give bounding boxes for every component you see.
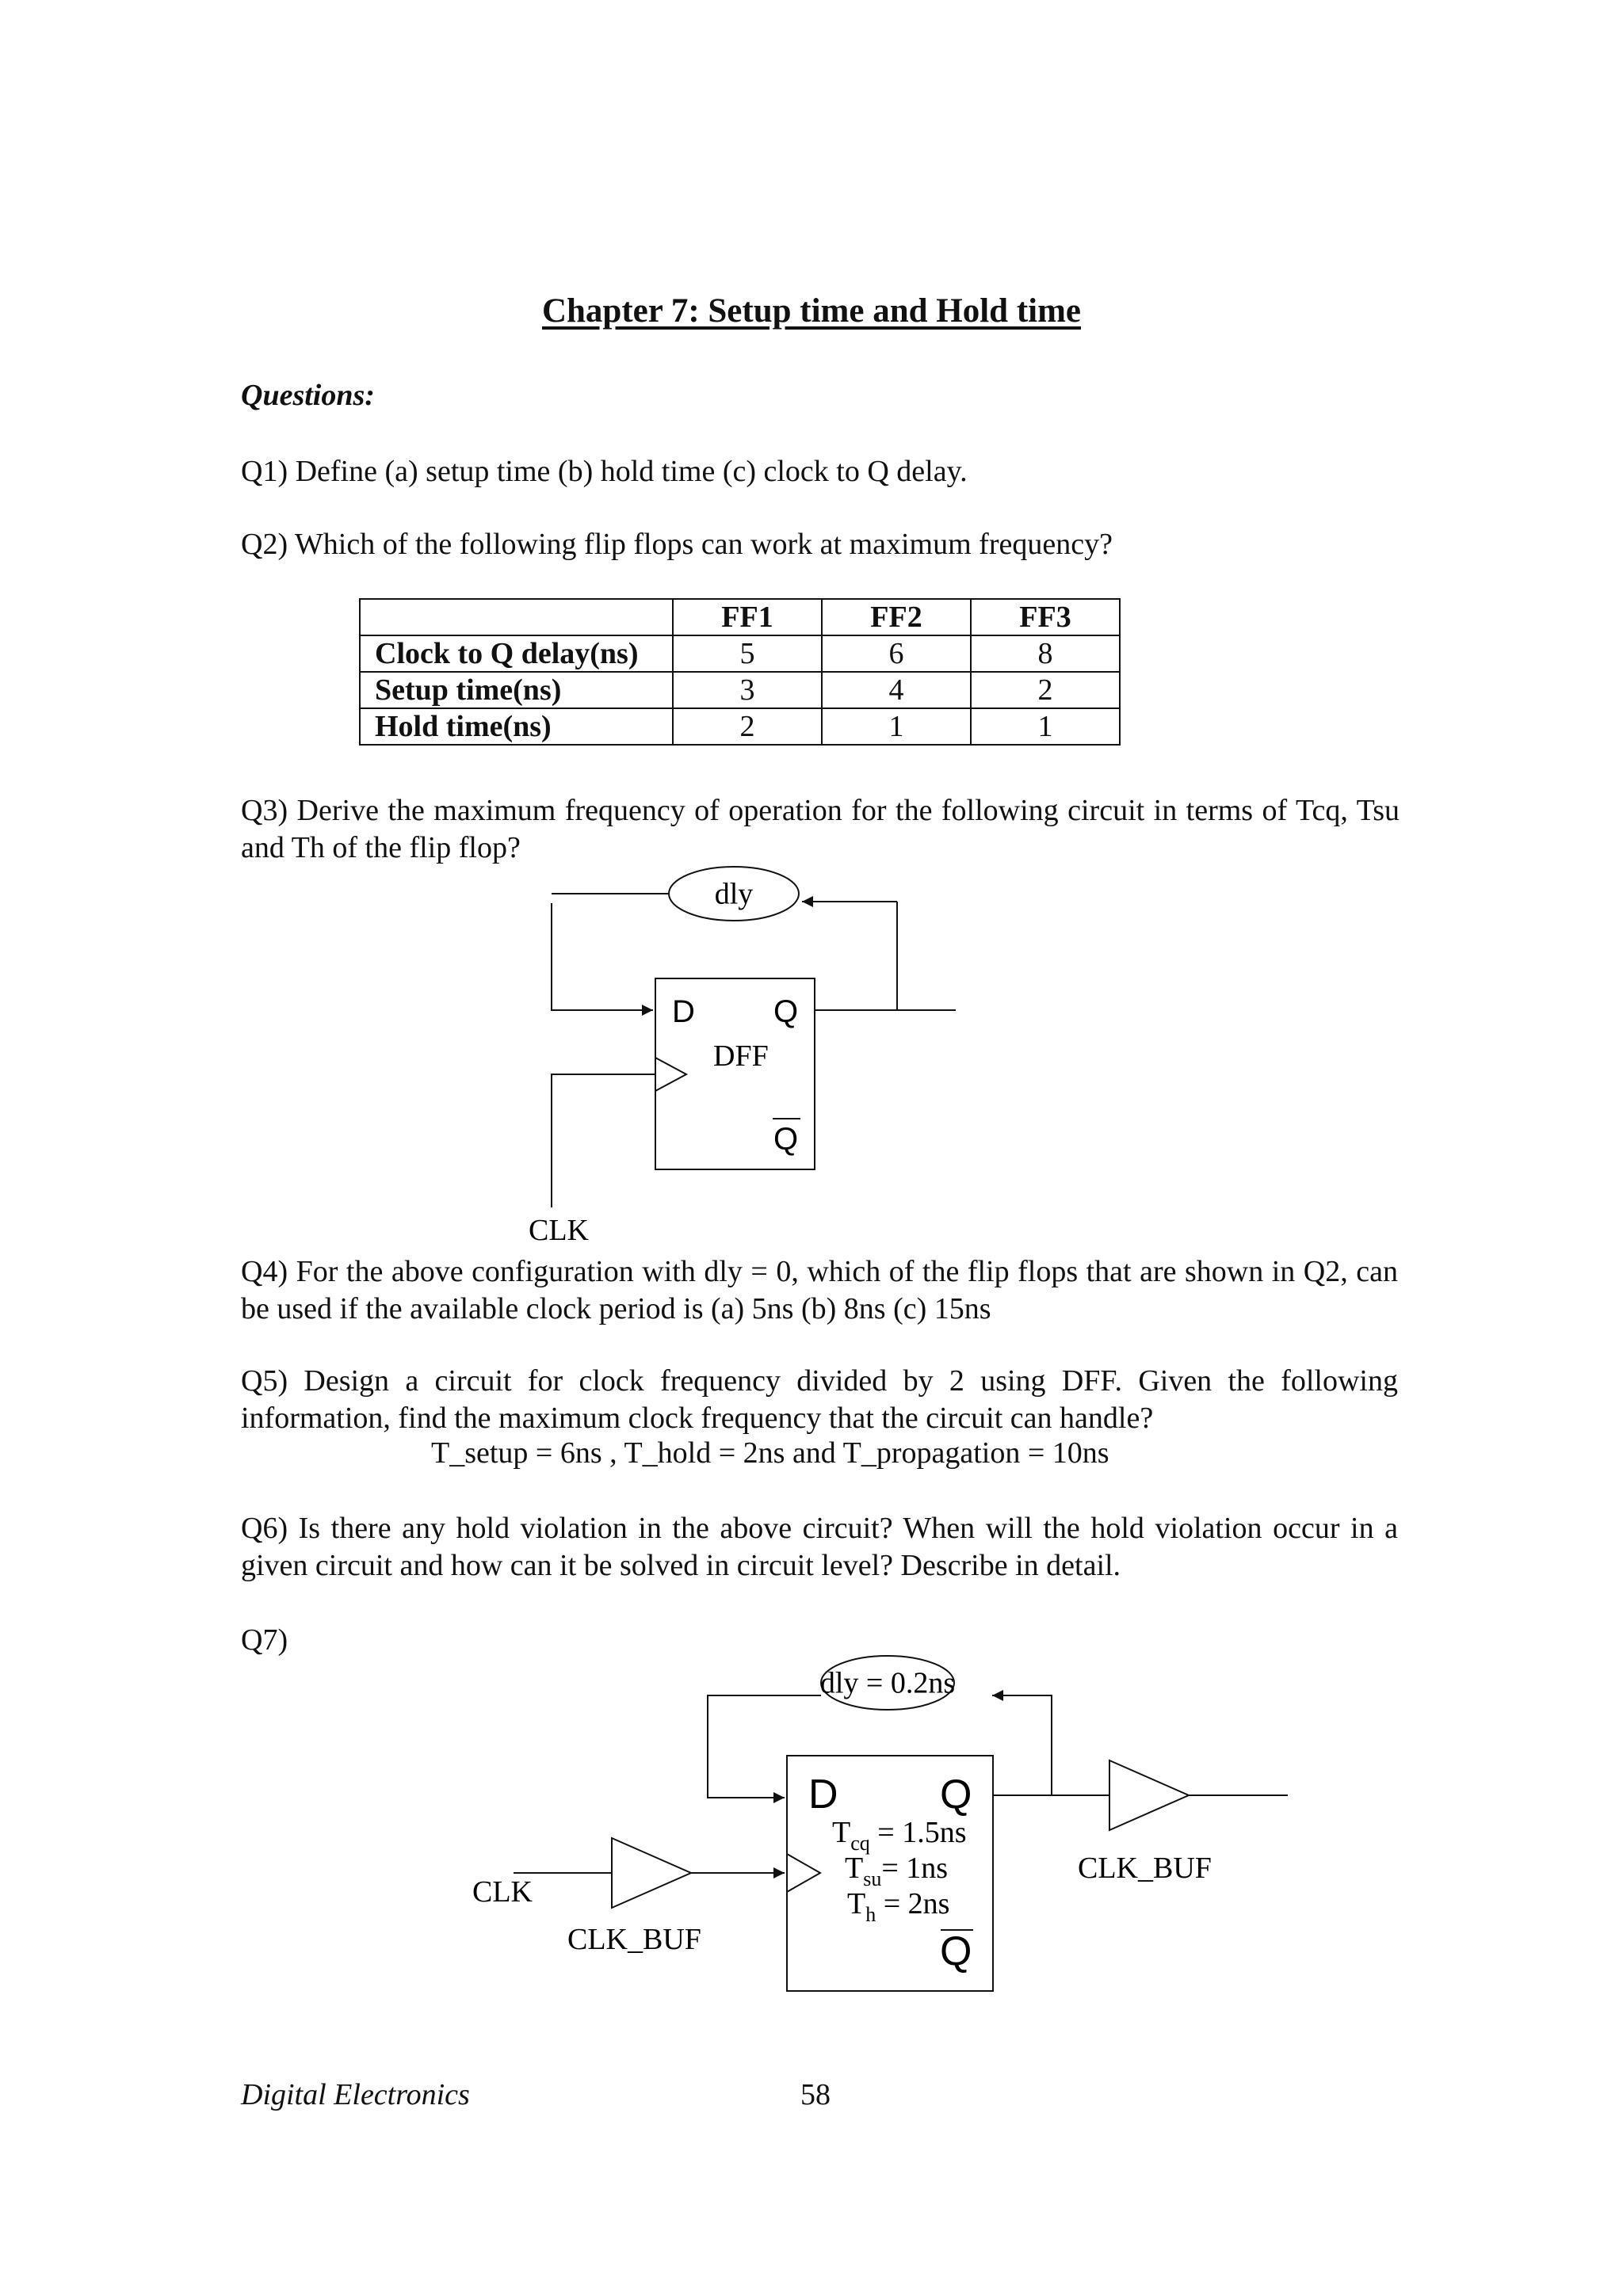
table-cell: 6	[822, 635, 971, 672]
question-4: Q4) For the above configuration with dly = 0, which of the flip flops that are shown in Q2, can be used if the available clock period is (a) 5ns (b) 8ns (c) 15ns	[241, 1255, 1398, 1325]
table-cell: 4	[822, 672, 971, 708]
table-header-ff2: FF2	[822, 599, 971, 635]
delay-label: dly = 0.2ns	[819, 1666, 956, 1700]
question-1: Q1) Define (a) setup time (b) hold time (c) clock to Q delay.	[241, 455, 968, 488]
table-row-label: Clock to Q delay(ns)	[360, 635, 673, 672]
q-pin-label: Q	[773, 994, 799, 1029]
table-header-ff3: FF3	[971, 599, 1120, 635]
clk-buffer-left	[612, 1838, 691, 1908]
delay-label: dly	[714, 877, 754, 911]
clk-buf-right-label: CLK_BUF	[1078, 1852, 1212, 1885]
d-pin-label: D	[672, 994, 695, 1029]
tcq-label: $T_{cq} = 1.5ns$	[832, 1816, 967, 1855]
d-pin-label: D	[808, 1772, 838, 1817]
clk-buf-left-label: CLK_BUF	[567, 1923, 701, 1956]
qbar-pin-label: Q	[773, 1122, 799, 1157]
question-5: Q5) Design a circuit for clock frequency divided by 2 using DFF. Given the following information, find the maximum clock frequency that the circuit can handle?	[241, 1364, 1398, 1435]
table-row-label: Hold time(ns)	[360, 708, 673, 745]
table-cell: 1	[822, 708, 971, 745]
feedback-wire	[992, 1695, 1052, 1795]
tsu-label: $T_{su}= 1ns$	[845, 1852, 949, 1890]
th-label: $T_h = 2ns$	[847, 1887, 950, 1926]
question-7: Q7)	[241, 1623, 288, 1657]
clock-input-triangle	[787, 1854, 820, 1892]
question-2: Q2) Which of the following flip flops can work at maximum frequency?	[241, 528, 1113, 561]
qbar-pin-label: Q	[940, 1928, 972, 1974]
page-number: 58	[800, 2078, 831, 2111]
q5-equation: T_setup = 6ns , T_hold = 2ns and T_propagation = 10ns	[431, 1436, 1109, 1470]
dff-label: DFF	[713, 1039, 769, 1073]
q-pin-label: Q	[940, 1772, 972, 1817]
clk-label: CLK	[529, 1214, 589, 1247]
feedback-wire	[708, 1695, 821, 1798]
clk-buffer-right	[1109, 1760, 1189, 1830]
table-cell: 1	[971, 708, 1120, 745]
table-cell: 2	[673, 708, 822, 745]
table-cell: 8	[971, 635, 1120, 672]
table-cell: 5	[673, 635, 822, 672]
clk-label: CLK	[472, 1875, 533, 1909]
questions-heading: Questions:	[241, 379, 375, 412]
table-row-label: Setup time(ns)	[360, 672, 673, 708]
book-title: Digital Electronics	[241, 2078, 470, 2111]
table-cell: 3	[673, 672, 822, 708]
question-6: Q6) Is there any hold violation in the above circuit? When will the hold violation occur in a given circuit and how can it be solved in circuit level? Describe in detail.	[241, 1512, 1398, 1582]
chapter-title: Chapter 7: Setup time and Hold time	[541, 292, 1082, 330]
table-header-ff1: FF1	[673, 599, 822, 635]
table-cell: 2	[971, 672, 1120, 708]
question-3: Q3) Derive the maximum frequency of operation for the following circuit in terms of Tcq, Tsu and Th of the flip flop?	[241, 794, 1400, 864]
